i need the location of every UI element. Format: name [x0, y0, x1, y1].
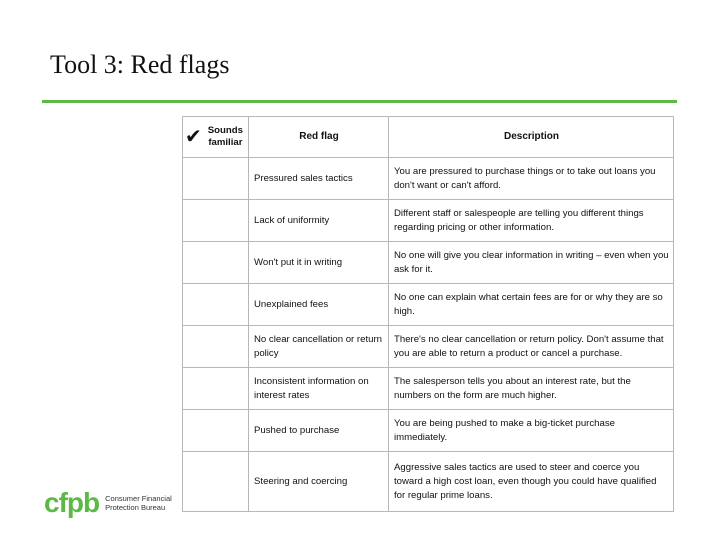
sounds-familiar-label: Sounds familiar: [207, 125, 243, 148]
red-flag-header: Red flag: [249, 117, 389, 158]
sounds-familiar-checkbox[interactable]: [183, 368, 249, 410]
sounds-familiar-checkbox[interactable]: [183, 242, 249, 284]
table-row: [183, 410, 674, 452]
sounds-familiar-checkbox[interactable]: [183, 200, 249, 242]
sounds-familiar-checkbox[interactable]: [183, 284, 249, 326]
title-divider: [42, 100, 677, 103]
sounds-familiar-checkbox[interactable]: [183, 410, 249, 452]
red-flag-cell: No clear cancellation or return policy: [249, 326, 389, 368]
table-row: [183, 284, 674, 326]
cfpb-logo-text: [105, 494, 172, 512]
sounds-familiar-checkbox[interactable]: [183, 452, 249, 512]
red-flag-cell: Steering and coercing: [249, 452, 389, 512]
description-cell: No one will give you clear information in writing – even when you ask for it.: [389, 242, 674, 284]
cfpb-logo-mark: cfpb: [44, 487, 100, 518]
logo-line-2: Protection Bureau: [105, 503, 166, 512]
red-flag-cell: Inconsistent information on interest rates: [249, 368, 389, 410]
table-row: [183, 326, 674, 368]
description-cell: No one can explain what certain fees are for or why they are so high.: [389, 284, 674, 326]
cfpb-logo: [44, 488, 172, 518]
checkmark-icon: ✔: [185, 126, 202, 148]
red-flag-cell: Pressured sales tactics: [249, 158, 389, 200]
red-flag-cell: Unexplained fees: [249, 284, 389, 326]
red-flag-cell: Lack of uniformity: [249, 200, 389, 242]
slide-title: Tool 3: Red flags: [50, 50, 230, 79]
logo-line-1: Consumer Financial: [105, 494, 172, 503]
description-cell: You are being pushed to make a big-ticket purchase immediately.: [389, 410, 674, 452]
table-row: [183, 368, 674, 410]
sounds-familiar-header: [183, 117, 249, 158]
description-cell: You are pressured to purchase things or to take out loans you don't want or can't afford.: [389, 158, 674, 200]
table-row: [183, 242, 674, 284]
table-header-row: [183, 117, 674, 158]
table-row: [183, 200, 674, 242]
red-flag-cell: Won't put it in writing: [249, 242, 389, 284]
description-header: Description: [389, 117, 674, 158]
table-row: [183, 158, 674, 200]
red-flags-table: [182, 116, 674, 512]
sounds-familiar-checkbox[interactable]: [183, 326, 249, 368]
table-row: [183, 452, 674, 512]
description-cell: There's no clear cancellation or return policy. Don't assume that you are able to return a product or cancel a purchase.: [389, 326, 674, 368]
sounds-familiar-checkbox[interactable]: [183, 158, 249, 200]
description-cell: Different staff or salespeople are telling you different things regarding pricing or other information.: [389, 200, 674, 242]
description-cell: The salesperson tells you about an interest rate, but the numbers on the form are much higher.: [389, 368, 674, 410]
description-cell: Aggressive sales tactics are used to steer and coerce you toward a high cost loan, even though you could have qualified for regular prime loans.: [389, 452, 674, 512]
red-flag-cell: Pushed to purchase: [249, 410, 389, 452]
